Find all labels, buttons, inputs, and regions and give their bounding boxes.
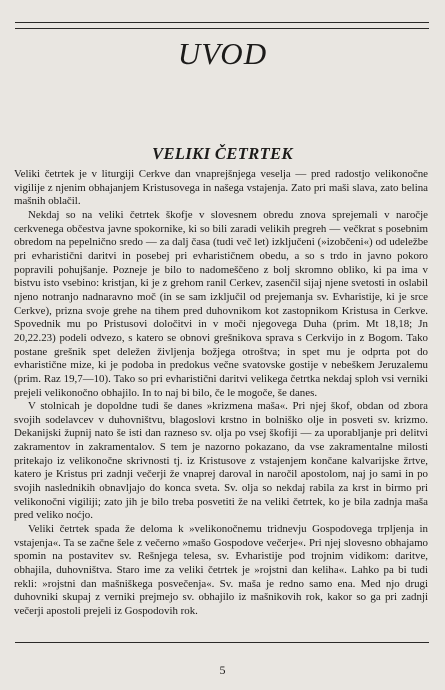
top-rule <box>15 22 429 23</box>
paragraph: Nekdaj so na veliki četrtek škofje v slovesnem obredu znova sprejemali v naročje cerkvenega občestva javne spokornike, ki so bili zaradi velikih pregreh — večkrat s posebnim obredom na pepelnično sredo — za dalj časa (tudi več let) izključeni (»izobčeni«) od udeležbe pri evharistični daritvi in posebej pri evharističnem obedu, a so s trdo in javno pokoro popravili pohujšanje. Pozneje je bilo to nadomeščeno z bolj skromno obliko, ki pa ima v bistvu isto vsebino: kristjan, ki je z grehom ranil Cerkev, zasenčil sijaj njene svetosti in oslabil njeno notranjo nadnaravno moč (in se sam izključil od prejemanja sv. Evharistije, ki je srce Cerkve), prizna svoje grehe na tihem pred duhovnikom kot zastopnikom Kristusa in Cerkve. Spovednik mu po Pristusovi določitvi in v moči njegovega Duha (prim. Mt 18,18; Jn 20,22.23) podeli odvezo, s katero se obnovi grešnikova sprava s Cerkvijo in z Bogom. Tako postane grešnik spet deležen življenja božjega otroštva; in spet mu je odprta pot do evharistične mize, ki je podoba in predokus večne svatovske gostije v nebeškem Jeruzalemu (prim. Raz 19,7—10). Tako so pri evharistični daritvi velikega četrtka nekdaj sploh vsi verniki prejeli velikonočno obhajilo. In to naj bi bilo, če le mogoče, še danes. <box>14 208 428 399</box>
bottom-rule <box>15 642 429 643</box>
chapter-title: UVOD <box>177 36 268 71</box>
paragraph: V stolnicah je dopoldne tudi še danes »krizmena maša«. Pri njej škof, obdan od zbora svojih sodelavcev v duhovništvu, blagoslovi krstno in bolniško olje in posveti sv. krizmo. Dekanijski župnij nato še isti dan razneso sv. olja po vsej škofiji — za uporabljanje pri delitvi zakramentov in zakramentalov. S tem je nazorno pokazano, da vse zakramentalne milosti pritekajo iz velikonočne skrivnosti tj. iz Kristusove z vstajenjem končane kalvarijske žrtve, katero je Kristus pri zadnji večerji že vnaprej daroval in naročil apostolom, naj jo sami in po svojih naslednikih obnavljajo do konca sveta. Sv. olja so nekdaj rabila za krst in birmo pri velikonočni vigiliji; zato jih je bilo treba posvetiti že na veliki četrtek, ko je bila zadnja maša pred veliko noćjo. <box>14 400 428 522</box>
paragraph: Veliki četrtek je v liturgiji Cerkve dan vnaprejšnjega veselja — pred radostjo velikonočne vigilije z njenim obhajanjem Kristusovega in našega vstajenja. Zato pri maši slava, zato belina mašnih oblačil. <box>14 168 428 208</box>
top-rule-thin <box>15 28 429 29</box>
body-text <box>14 168 428 619</box>
page-number: 5 <box>219 663 226 677</box>
paragraph: Veliki četrtek spada že deloma k »velikonočnemu tridnevju Gospodovega trpljenja in vstajenja«. Ta se začne šele z večerno »mašo Gospodove večerje«. Pri njej slovesno obhajamo spomin na postavitev sv. Rešnjega telesa, sv. Evharistije pod trojnim vidikom: daritve, obhajila, duhovništva. Staro ime za veliki četrtek je »rojstni dan keliha«. Lahko pa bi tudi rekli: »rojstni dan mašniškega posvečenja«. Sv. maša je redno samo ena. Med njo drugi duhovniki skupaj z verniki prejmejo sv. obhajilo iz mašnikovih rok, kakor so ga pri zadnji večerji apostoli prejeli iz Gospodovih rok. <box>14 523 428 617</box>
section-title: VELIKI ČETRTEK <box>152 144 293 163</box>
